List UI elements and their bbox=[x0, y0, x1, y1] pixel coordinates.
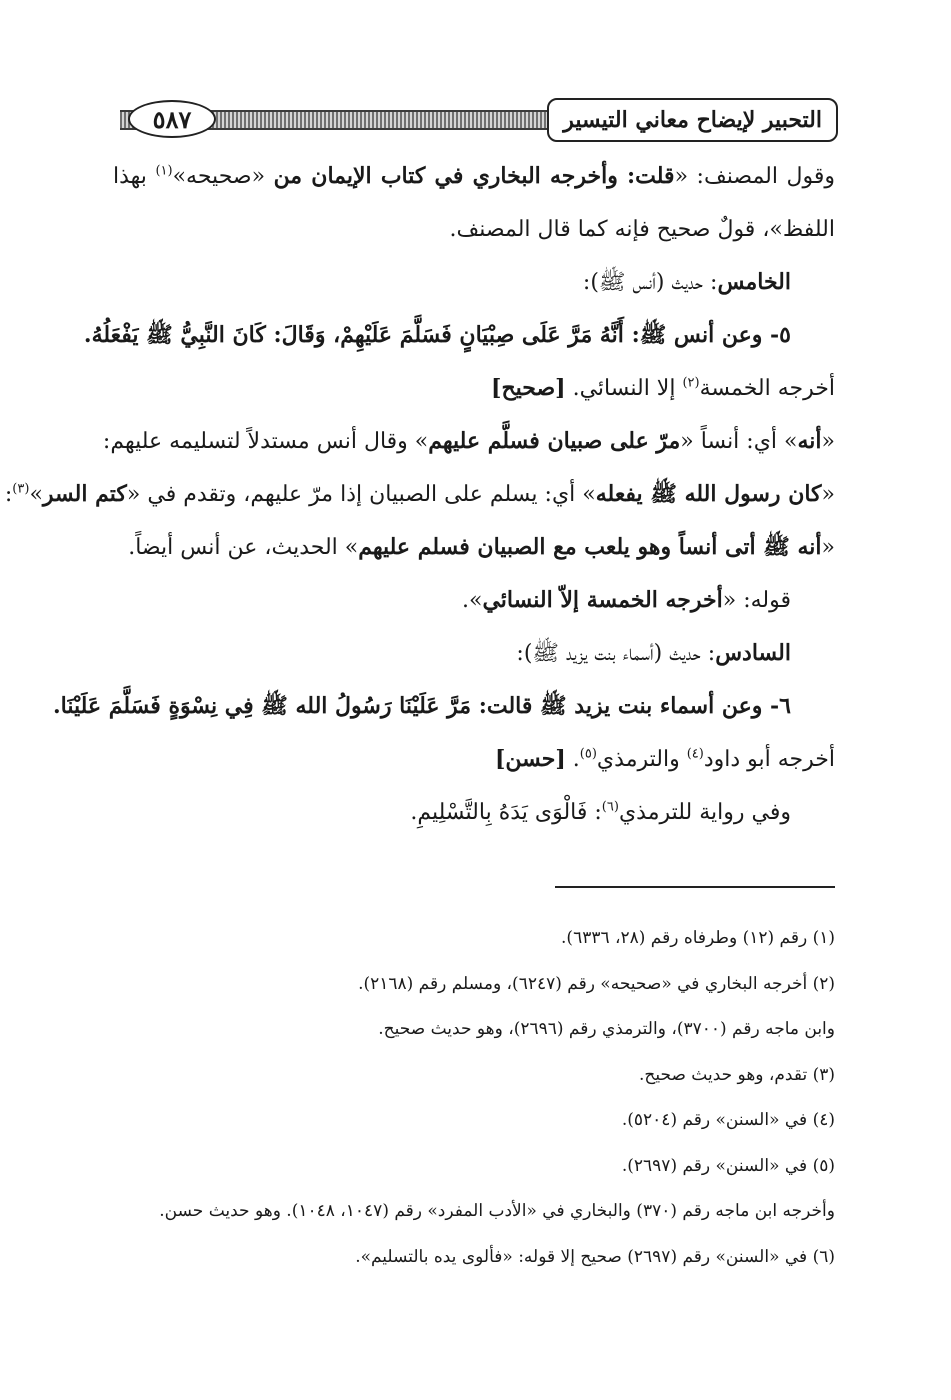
footnote-ref: (٤) bbox=[686, 746, 704, 762]
footnote-ref: (١) bbox=[155, 163, 173, 179]
footnote-ref: (٢) bbox=[682, 375, 700, 391]
takhrij-line: أخرجه الخمسة$^{(٢)}$ إلا النسائي. [صحيح] bbox=[491, 375, 835, 401]
hadith-grade: [صحيح] bbox=[491, 375, 566, 401]
explanation-line: «كان رسول الله ﷺ يفعله» أي: يسلم على الصبيان إذا مرّ عليهم، وتقدم في «كتم السر»$^{(٣)}$: bbox=[4, 481, 835, 507]
book-title: التحبير لإيضاح معاني التيسير bbox=[547, 98, 838, 142]
explanation-line: «أنه» أي: أنساً «مرّ على صبيان فسلَّم عليهم» وقال أنس مستدلاً لتسليمه عليهم: bbox=[102, 428, 835, 454]
main-text bbox=[4, 150, 835, 839]
section-heading-fifth: الخامس: حديث (أنس ﷺ): bbox=[582, 269, 791, 295]
hadith-text: ٦- وعن أسماء بنت يزيد ﷺ قالت: مَرَّ عَلَيْنَا رَسُولُ الله ﷺ فِي نِسْوَةٍ فَسَلَّمَ عَلَيْنَا. bbox=[53, 693, 791, 719]
paragraph-line: اللفظ»، قولٌ صحيح فإنه كما قال المصنف. bbox=[449, 217, 835, 242]
footnote: (٢) أخرجه البخاري في «صحيحه» رقم (٦٢٤٧)، ومسلم رقم (٢١٦٨). bbox=[358, 973, 835, 994]
paragraph-line: وقول المصنف: «قلت: وأخرجه البخاري في كتاب الإيمان من «صحيحه»$^{(١)}$ بهذا bbox=[113, 163, 835, 189]
footnote: (٣) تقدم، وهو حديث صحيح. bbox=[638, 1064, 835, 1085]
takhrij-line: أخرجه أبو داود$^{(٤)}$ والترمذي$^{(٥)}$. [حسن] bbox=[494, 746, 835, 772]
footnote: وابن ماجه رقم (٣٧٠٠)، والترمذي رقم (٢٦٩٦)، وهو حديث صحيح. bbox=[378, 1019, 835, 1039]
footnote: وأخرجه ابن ماجه رقم (٣٧٠) والبخاري في «الأدب المفرد» رقم (١٠٤٧، ١٠٤٨). وهو حديث حسن. bbox=[159, 1201, 835, 1221]
footnote: (٥) في «السنن» رقم (٢٦٩٧). bbox=[621, 1155, 835, 1176]
running-header bbox=[120, 98, 838, 142]
footnotes bbox=[113, 916, 835, 1280]
hadith-grade: [حسن] bbox=[494, 746, 566, 772]
section-heading-sixth: السادس: حديث (أسماء بنت يزيد ﷺ): bbox=[516, 640, 791, 666]
footnote-ref: (٦) bbox=[601, 799, 619, 815]
footnote: (٦) في «السنن» رقم (٢٦٩٧) صحيح إلا قوله: «فألوى يده بالتسليم». bbox=[355, 1246, 835, 1267]
footnote-ref: (٥) bbox=[579, 746, 597, 762]
hadith-text: ٥- وعن أنس ﷺ: أَنَّهُ مَرَّ عَلَى صِبْيَانٍ فَسَلَّمَ عَلَيْهِمْ، وَقَالَ: كَانَ النَّبِيُّ ﷺ يَفْعَلُهُ. bbox=[83, 322, 791, 348]
footnote-separator bbox=[555, 886, 835, 888]
riwaya-line: وفي رواية للترمذي$^{(٦)}$: فَالْوَى يَدَهُ بِالتَّسْلِيمِ. bbox=[410, 799, 791, 825]
explanation-line: «أنه ﷺ أتى أنساً وهو يلعب مع الصبيان فسلم عليهم» الحديث، عن أنس أيضاً. bbox=[128, 534, 835, 560]
quote-line: قوله: «أخرجه الخمسة إلاّ النسائي». bbox=[462, 587, 791, 613]
footnote-ref: (٣) bbox=[12, 481, 30, 497]
page-number: ٥٨٧ bbox=[128, 100, 216, 138]
footnote: (٤) في «السنن» رقم (٥٢٠٤). bbox=[621, 1110, 835, 1130]
footnote: (١) رقم (١٢) وطرفاه رقم (٢٨، ٦٣٣٦). bbox=[561, 928, 835, 948]
